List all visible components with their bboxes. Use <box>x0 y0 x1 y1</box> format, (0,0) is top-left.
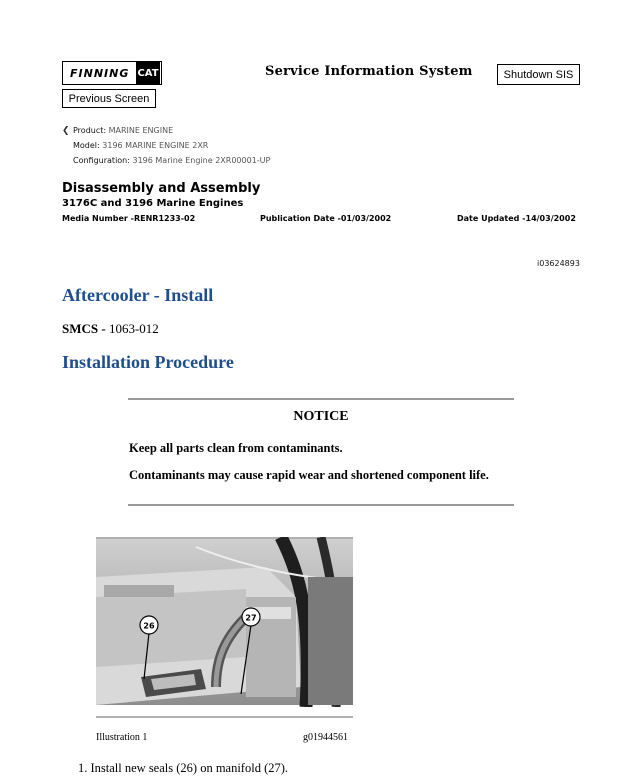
notice-line-1: Keep all parts clean from contaminants. <box>129 441 343 455</box>
illustration-bottom-rule <box>96 716 353 718</box>
section-heading: Installation Procedure <box>62 352 234 372</box>
document-title: Disassembly and Assembly <box>62 181 261 196</box>
notice-line-2: Contaminants may cause rapid wear and shortened component life. <box>129 468 489 482</box>
notice-title: NOTICE <box>293 409 349 424</box>
page-title: Aftercooler - Install <box>62 285 214 305</box>
illustration-id: g01944561 <box>303 732 348 743</box>
previous-screen-button[interactable]: Previous Screen <box>62 89 156 108</box>
smcs-code: SMCS - 1063-012 <box>62 321 159 336</box>
system-title: Service Information System <box>265 64 473 79</box>
product-row: Product: MARINE ENGINE <box>73 126 174 135</box>
illustration-caption: Illustration 1 <box>96 732 148 743</box>
date-updated: Date Updated -14/03/2002 <box>457 214 576 223</box>
product-value: MARINE ENGINE <box>108 126 174 135</box>
model-row: Model: 3196 MARINE ENGINE 2XR <box>73 141 209 150</box>
model-value: 3196 MARINE ENGINE 2XR <box>102 141 209 150</box>
shutdown-sis-button[interactable]: Shutdown SIS <box>497 64 580 85</box>
media-number: Media Number -RENR1233-02 <box>62 214 196 223</box>
callout-26-label: 26 <box>143 621 155 631</box>
logo-text: FINNING <box>70 66 130 80</box>
document-subtitle: 3176C and 3196 Marine Engines <box>62 198 244 209</box>
collapse-arrow-icon[interactable]: ❮ <box>62 126 70 136</box>
callout-27-label: 27 <box>245 613 257 623</box>
configuration-value: 3196 Marine Engine 2XR00001-UP <box>132 156 271 165</box>
document-id: i03624893 <box>537 259 580 268</box>
step-1: 1. Install new seals (26) on manifold (27). <box>78 761 289 775</box>
configuration-row: Configuration: 3196 Marine Engine 2XR00001-UP <box>73 156 271 165</box>
notice-bottom-rule <box>128 504 514 506</box>
illustration-image <box>96 537 353 707</box>
notice-top-rule <box>128 398 514 400</box>
publication-date: Publication Date -01/03/2002 <box>260 214 392 223</box>
finning-cat-logo <box>62 61 162 85</box>
cat-logo-icon: CAT <box>136 62 160 84</box>
